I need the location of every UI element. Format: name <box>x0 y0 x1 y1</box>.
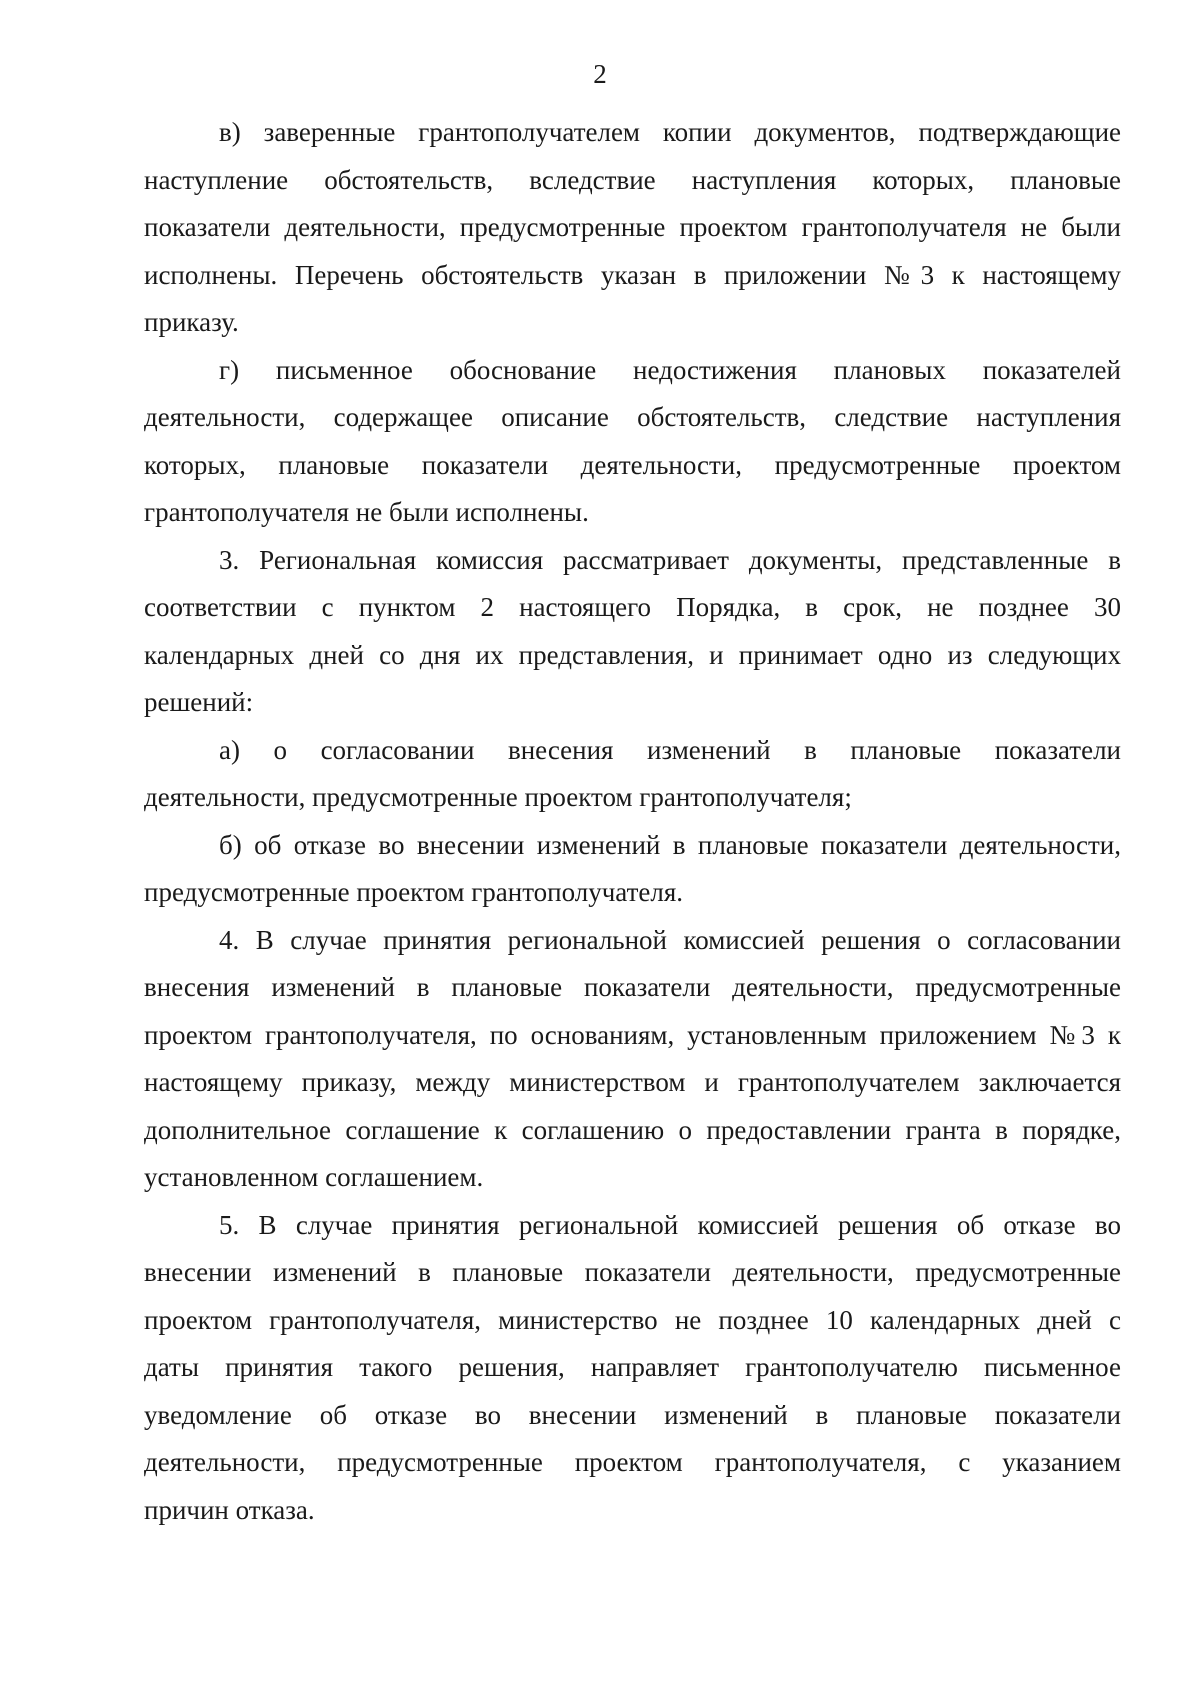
text-line: проектом грантополучателя, министерство не позднее 10 календарных дней с <box>144 1304 1121 1335</box>
text-line: проектом грантополучателя, по основаниям, установленным приложением №3 к <box>144 1019 1121 1050</box>
text-line: г) письменное обоснование недостижения плановых показателей <box>219 354 1121 385</box>
text-line: внесении изменений в плановые показатели деятельности, предусмотренные <box>144 1257 1121 1287</box>
text-line: соответствии с пунктом 2 настоящего Порядка, в срок, не позднее 30 <box>144 592 1121 622</box>
text-line: дополнительное соглашение к соглашению о предоставлении гранта в порядке, <box>144 1114 1121 1145</box>
text-line: 4. В случае принятия региональной комиссией решения о согласовании <box>219 924 1121 955</box>
text-line: деятельности, предусмотренные проектом грантополучателя; <box>144 782 852 812</box>
text-line: внесения изменений в плановые показатели деятельности, предусмотренные <box>144 972 1121 1002</box>
text-line: исполнены. Перечень обстоятельств указан в приложении №3 к настоящему <box>144 259 1121 290</box>
text-line: 5. В случае принятия региональной комиссией решения об отказе во <box>219 1209 1121 1240</box>
text-line: б) об отказе во внесении изменений в плановые показатели деятельности, <box>219 829 1121 860</box>
text-line: а) о согласовании внесения изменений в плановые показатели <box>219 734 1121 765</box>
paragraph-3 <box>144 537 1121 727</box>
paragraph-b <box>144 822 1121 917</box>
text-line: настоящему приказу, между министерством и грантополучателем заключается <box>144 1067 1121 1097</box>
paragraph-5 <box>144 1202 1121 1535</box>
paragraph-a <box>144 727 1121 822</box>
text-line: наступление обстоятельств, вследствие наступления которых, плановые <box>144 164 1121 195</box>
text-line: установленном соглашением. <box>144 1162 484 1192</box>
text-line: причин отказа. <box>144 1494 315 1525</box>
text-line: приказу. <box>144 307 239 337</box>
text-line: 3. Региональная комиссия рассматривает документы, представленные в <box>219 544 1121 575</box>
paragraph-4 <box>144 917 1121 1202</box>
text-line: деятельности, содержащее описание обстоятельств, следствие наступления <box>144 402 1121 432</box>
text-line: грантополучателя не были исполнены. <box>144 497 589 527</box>
text-line: которых, плановые показатели деятельности, предусмотренные проектом <box>144 449 1121 480</box>
text-line: решений: <box>144 687 254 717</box>
text-line: даты принятия такого решения, направляет грантополучателю письменное <box>144 1352 1121 1382</box>
text-line: календарных дней со дня их представления, и принимает одно из следующих <box>144 639 1121 670</box>
page-number: 2 <box>593 59 607 89</box>
paragraph-g <box>144 347 1121 537</box>
document-body <box>144 109 1121 1534</box>
paragraph-v <box>144 109 1121 347</box>
text-line: уведомление об отказе во внесении изменений в плановые показатели <box>144 1399 1121 1430</box>
text-line: показатели деятельности, предусмотренные проектом грантополучателя не были <box>144 212 1121 242</box>
text-line: в) заверенные грантополучателем копии документов, подтверждающие <box>219 117 1121 147</box>
text-line: деятельности, предусмотренные проектом грантополучателя, с указанием <box>144 1447 1121 1477</box>
text-line: предусмотренные проектом грантополучателя. <box>144 877 684 907</box>
